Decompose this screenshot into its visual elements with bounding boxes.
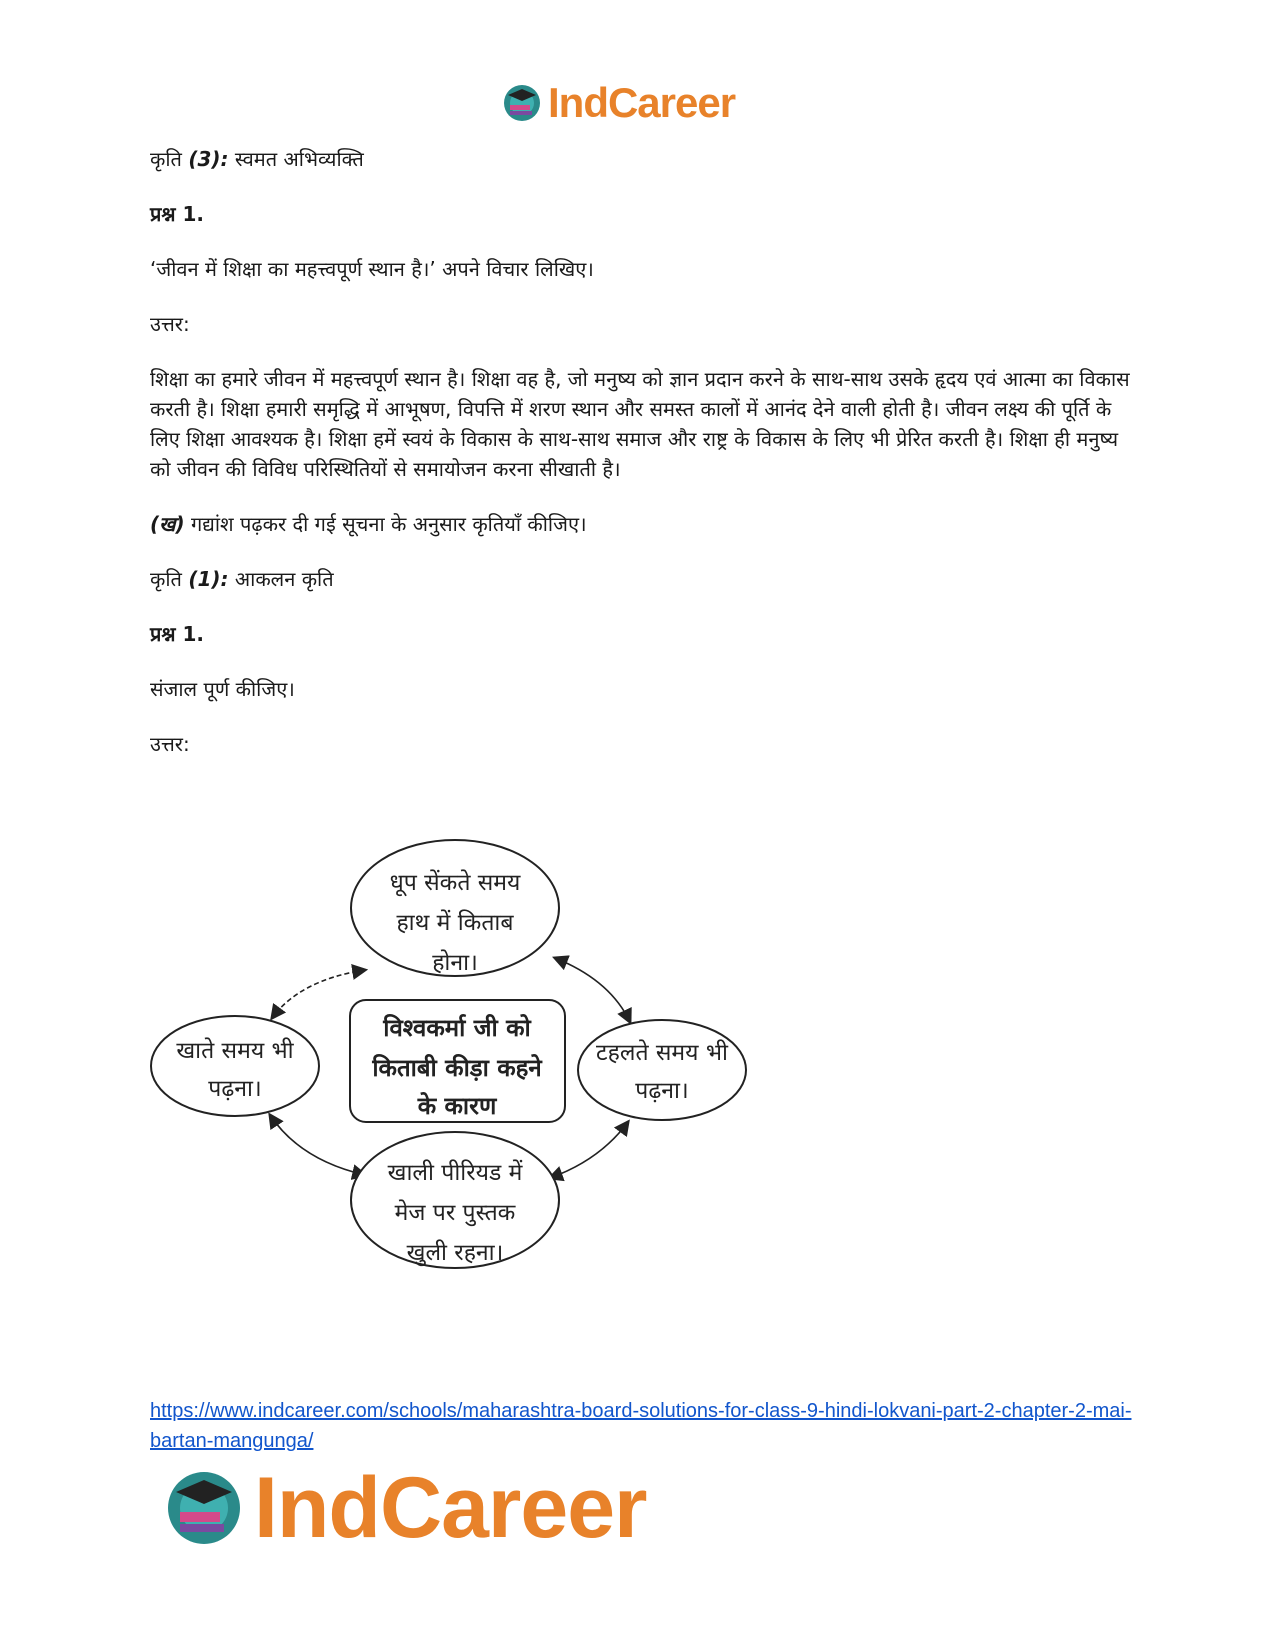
kriti-number: (3): xyxy=(188,147,229,171)
question-label: प्रश्न 1. xyxy=(150,202,204,226)
question-text: ‘जीवन में शिक्षा का महत्त्वपूर्ण स्थान है।’ अपने विचार लिखिए। xyxy=(150,257,594,281)
node-bottom-line-1: खाली पीरियड में xyxy=(387,1160,523,1186)
node-right-line-1: टहलते समय भी xyxy=(596,1040,728,1066)
node-center-line-1: विश्वकर्मा जी को xyxy=(383,1013,531,1042)
node-top-line-1: धूप सेंकते समय xyxy=(389,870,521,896)
answer-label: उत्तर: xyxy=(150,312,190,336)
logo-globe-icon xyxy=(500,81,544,125)
node-left-line-1: खाते समय भी xyxy=(176,1038,294,1064)
node-top-line-3: होना। xyxy=(432,950,478,976)
node-top-line-2: हाथ में किताब xyxy=(396,910,514,936)
indcareer-logo-bottom xyxy=(160,1458,700,1558)
section-kha-heading xyxy=(150,509,1130,539)
logo-globe-icon xyxy=(160,1464,248,1552)
indcareer-logo-top xyxy=(500,78,770,128)
kriti-1-heading xyxy=(150,564,1130,594)
kriti-3-heading xyxy=(150,144,1130,174)
document-body xyxy=(150,144,1130,784)
arrow-left-bottom xyxy=(270,1115,365,1175)
arrow-top-right xyxy=(555,958,630,1022)
kriti-title: स्वमत अभिव्यक्ति xyxy=(228,147,364,171)
kriti-number: (1): xyxy=(188,567,229,591)
node-right-ellipse xyxy=(578,1020,746,1120)
question-label: प्रश्न 1. xyxy=(150,622,204,646)
answer-label: उत्तर: xyxy=(150,732,190,756)
diagram-svg xyxy=(150,830,790,1290)
node-center-line-3: के कारण xyxy=(417,1091,497,1120)
logo-wordmark: IndCareer xyxy=(548,79,736,126)
node-center-line-2: किताबी कीड़ा कहने xyxy=(372,1053,542,1082)
kriti-prefix: कृति xyxy=(150,147,189,171)
section-kha-label: (ख) xyxy=(150,512,185,536)
kriti-prefix: कृति xyxy=(150,567,189,591)
section-kha-text: गद्यांश पढ़कर दी गई सूचना के अनुसार कृतियाँ कीजिए। xyxy=(184,512,587,536)
node-bottom-line-3: खुली रहना। xyxy=(406,1240,504,1266)
logo-wordmark: IndCareer xyxy=(254,1459,647,1556)
node-right-line-2: पढ़ना। xyxy=(635,1078,689,1104)
node-left-line-2: पढ़ना। xyxy=(208,1076,262,1102)
arrow-right-bottom xyxy=(550,1122,628,1178)
sanjaal-diagram xyxy=(150,830,790,1290)
kriti-title: आकलन कृति xyxy=(228,567,334,591)
node-bottom-line-2: मेज पर पुस्तक xyxy=(394,1200,516,1226)
question-text: संजाल पूर्ण कीजिए। xyxy=(150,677,295,701)
source-link[interactable]: https://www.indcareer.com/schools/maharashtra-board-solutions-for-class-9-hindi-lokvani-part-2-chapter-2-mai-bartan-mangunga/ xyxy=(150,1400,1132,1452)
answer-paragraph: शिक्षा का हमारे जीवन में महत्त्वपूर्ण स्थान है। शिक्षा वह है, जो मनुष्य को ज्ञान प्रदान करने के साथ-साथ उसके हृदय एवं आत्मा का विकास करती है। शिक्षा हमारी समृद्धि में आभूषण, विपत्ति में शरण स्थान और समस्त कालों में आनंद देने वाली होती है। जीवन लक्ष्य की पूर्ति के लिए शिक्षा आवश्यक है। शिक्षा हमें स्वयं के विकास के साथ-साथ समाज और राष्ट्र के विकास के लिए भी प्रेरित करती है। शिक्षा ही मनुष्य को जीवन की विविध परिस्थितियों से समायोजन करना सीखाती है। xyxy=(150,367,1130,481)
